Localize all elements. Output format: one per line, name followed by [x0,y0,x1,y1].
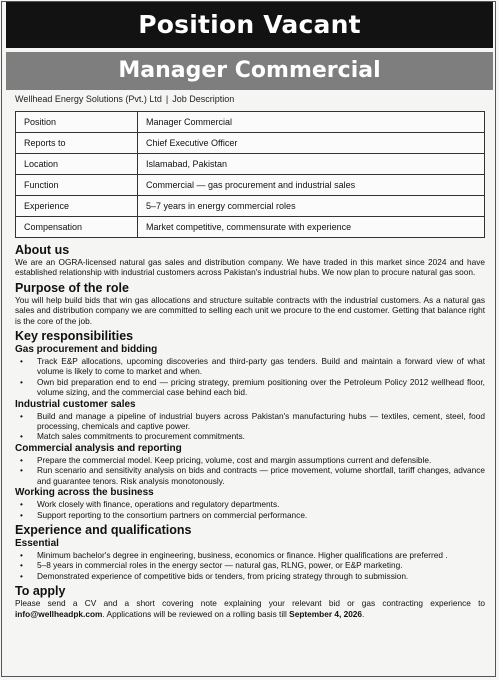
bullet-icon: • [20,465,23,476]
list-item [15,560,485,570]
responsibility-group-title: Commercial analysis and reporting [15,442,182,454]
details-row [16,175,485,196]
details-label: Location [16,154,138,175]
list-item-text: Own bid preparation end to end — pricing strategy, premium positioning over the Petroleum Policy 2012 wellhead floor, volume sizing, and the commercial case behind each bid. [37,376,485,398]
list-item-text: Minimum bachelor's degree in engineering, business, economics or finance. Higher qualifications are preferred . [37,549,448,560]
details-value: Manager Commercial [138,112,485,133]
details-value: Islamabad, Pakistan [138,154,485,175]
list-item-text: Build and manage a pipeline of industrial buyers across Pakistan's manufacturing hubs — textiles, cement, steel, food processing, chemicals and captive power. [37,410,485,432]
list-item [15,455,485,465]
responsibility-group-title: Industrial customer sales [15,398,136,410]
bullet-icon: • [20,431,23,442]
apply-text-before: Please send a CV and a short covering note explaining your relevant bid or gas contracting experience to [15,598,485,609]
bullet-icon: • [20,509,23,520]
details-label: Function [16,175,138,196]
details-value: Market competitive, commensurate with experience [138,217,485,238]
list-item [15,377,485,398]
responsibility-list [15,455,485,486]
list-item [15,550,485,560]
purpose-text: You will help build bids that win gas allocations and structure suitable contracts with the industrial customers. As a natural gas sales and distribution company we are committed to selling each unit we procure to the end customer. Getting that balance right is the core of the job. [15,294,485,326]
list-item-text: Prepare the commercial model. Keep pricing, volume, cost and margin assumptions current and defensible. [37,454,432,465]
bullet-icon: • [20,356,23,367]
details-row [16,217,485,238]
bullet-icon: • [20,549,23,560]
details-row [16,133,485,154]
apply-heading: To apply [15,584,66,599]
list-item [15,465,485,486]
details-value: Chief Executive Officer [138,133,485,154]
job-title-banner: Manager Commercial [6,52,493,90]
bullet-icon: • [20,570,23,581]
details-label: Experience [16,196,138,217]
job-description-body [15,243,485,619]
list-item [15,499,485,509]
details-row [16,196,485,217]
document-meta [15,94,234,104]
job-details-table [15,111,485,238]
responsibility-group-title: Gas procurement and bidding [15,344,158,356]
list-item-text: Demonstrated experience of competitive bids or tenders, from pricing strategy through to submission. [37,570,409,581]
list-item-text: Support reporting to the consortium partners on commercial performance. [37,509,308,520]
details-label: Compensation [16,217,138,238]
company-name: Wellhead Energy Solutions (Pvt.) Ltd [15,94,162,104]
document-type: Job Description [172,94,235,104]
essential-subheading: Essential [15,537,59,549]
apply-deadline: September 4, 2026 [289,608,363,619]
responsibility-list [15,356,485,398]
apply-text [15,598,485,619]
about-heading: About us [15,243,70,257]
bullet-icon: • [20,410,23,421]
list-item-text: Work closely with finance, operations and regulatory departments. [37,499,280,510]
apply-text-middle: . Applications will be reviewed on a rolling basis till [102,608,290,619]
responsibility-group-title: Working across the business [15,487,154,499]
list-item-text: Track E&P allocations, upcoming discoveries and third-party gas tenders. Build and maintain a forward view of what volume is likely to come to market and when. [37,356,485,377]
list-item [15,411,485,432]
list-item [15,356,485,377]
responsibility-list [15,411,485,442]
apply-text-after: . [362,608,365,619]
details-label: Position [16,112,138,133]
bullet-icon: • [20,560,23,571]
list-item [15,510,485,520]
position-vacant-banner: Position Vacant [6,2,493,48]
details-row [16,112,485,133]
list-item [15,431,485,441]
apply-email-link[interactable]: info@wellheadpk.com [15,608,103,619]
purpose-heading: Purpose of the role [15,280,129,295]
meta-separator: | [165,94,169,104]
bullet-icon: • [20,454,23,465]
list-item-text: 5–8 years in commercial roles in the energy sector — natural gas, RLNG, power, or E&P marketing. [37,560,403,571]
qualifications-heading: Experience and qualifications [15,522,192,537]
list-item-text: Match sales commitments to procurement commitments. [37,431,245,442]
details-row [16,154,485,175]
bullet-icon: • [20,376,23,387]
responsibility-groups [15,344,485,520]
list-item-text: Run scenario and sensitivity analysis on bids and contracts — price movement, volume shortfall, tariff changes, advance and guarantee tenors. Risk analysis monotonously. [37,465,485,486]
about-text: We are an OGRA-licensed natural gas sales and distribution company. We have traded in this market since 2024 and have established relationship with industrial customers across Pakistan's industrial hubs. We now plan to procure natural gas soon. [15,257,485,278]
details-label: Reports to [16,133,138,154]
list-item [15,571,485,581]
qualifications-list [15,550,485,581]
bullet-icon: • [20,499,23,510]
responsibilities-heading: Key responsibilities [15,329,134,344]
details-value: Commercial — gas procurement and industrial sales [138,175,485,196]
responsibility-list [15,499,485,520]
details-value: 5–7 years in energy commercial roles [138,196,485,217]
